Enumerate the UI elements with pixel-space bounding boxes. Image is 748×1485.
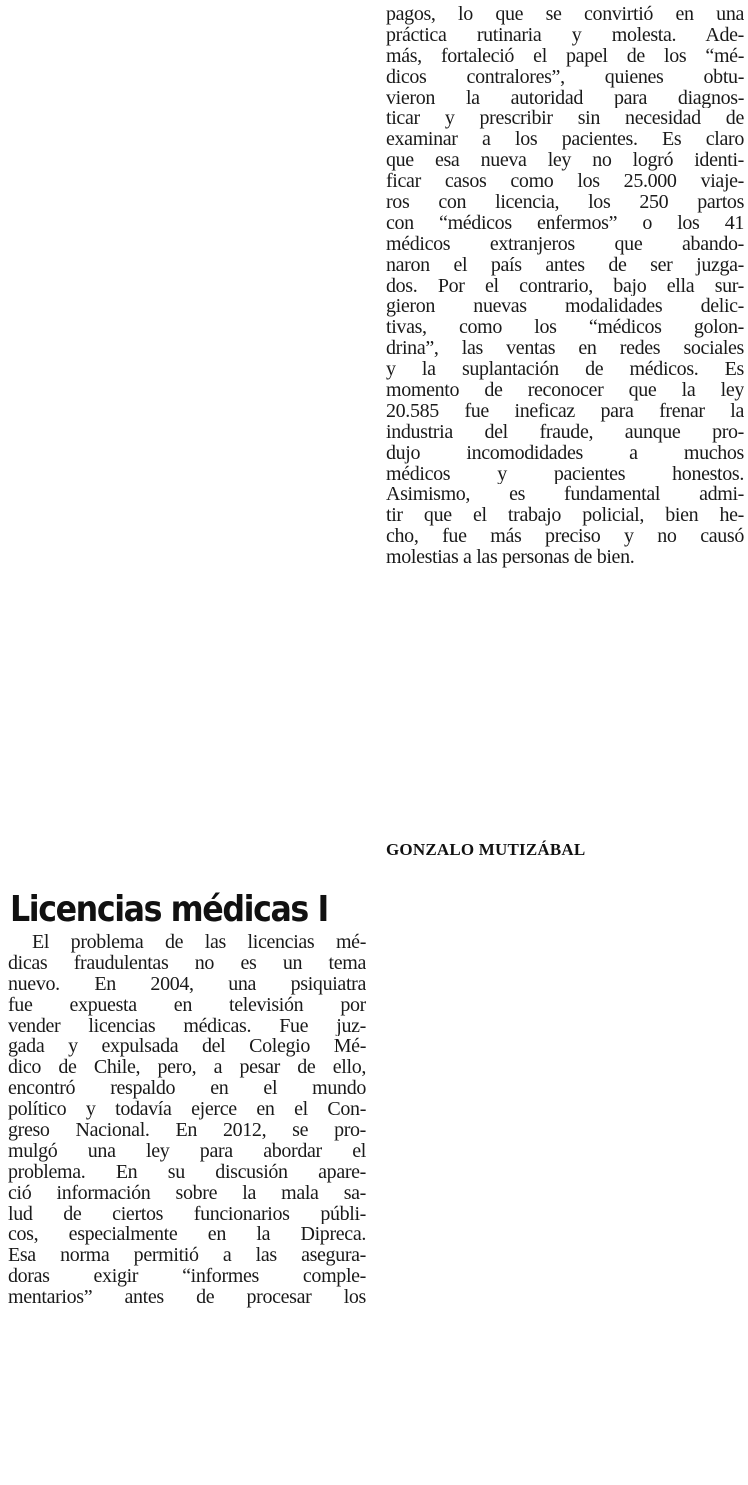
text-line: lud de ciertos funcionarios públi- [8,1203,366,1225]
text-line: dos. Por el contrario, bajo ella sur- [386,275,744,297]
headline: Licencias médicas I [10,889,328,930]
text-line: que esa nueva ley no logró identi- [386,150,744,172]
text-line: ticar y prescribir sin necesidad de [386,108,744,130]
text-line: gieron nuevas modalidades delic- [386,296,744,318]
text-line: ros con licencia, los 250 partos [386,192,744,213]
text-line: drina”, las ventas en redes sociales [386,338,744,360]
text-line: dicos contralores”, quienes obtu- [386,66,744,88]
text-line: cos, especialmente en la Dipreca. [8,1224,366,1246]
text-line: tivas, como los “médicos golon- [386,317,744,339]
text-line: dicas fraudulentas no es un tema [8,952,366,974]
text-line: político y todavía ejerce en el Con- [8,1099,366,1121]
text-line: Asimismo, es fundamental admi- [386,484,744,506]
text-line: naron el país antes de ser juzga- [386,254,744,276]
text-line: ció información sobre la mala sa- [8,1182,366,1204]
text-line: molestias a las personas de bien. [386,547,635,569]
text-line: mulgó una ley para abordar el [8,1140,366,1162]
text-line: nuevo. En 2004, una psiquiatra [8,973,366,995]
text-line: dujo incomodidades a muchos [386,442,744,464]
text-line: cho, fue más preciso y no causó [386,526,744,548]
text-line: dico de Chile, pero, a pesar de ello, [8,1057,366,1079]
text-line: mentarios” antes de procesar los [8,1287,366,1309]
text-line: greso Nacional. En 2012, se pro- [8,1120,366,1141]
article-continuation [386,4,744,568]
text-line: Esa norma permitió a las asegura- [8,1245,366,1267]
text-line: con “médicos enfermos” o los 41 [386,212,744,234]
text-line: vender licencias médicas. Fue juz- [8,1015,366,1037]
text-line: momento de reconocer que la ley [386,380,744,401]
text-line: tir que el trabajo policial, bien he- [386,505,744,527]
text-line: industria del fraude, aunque pro- [386,421,744,443]
text-line: gada y expulsada del Colegio Mé- [8,1036,366,1058]
text-line: más, fortaleció el papel de los “mé- [386,45,744,67]
text-line: encontró respaldo en el mundo [8,1078,366,1100]
text-line: vieron la autoridad para diagnos- [386,87,744,109]
text-line: médicos y pacientes honestos. [386,463,744,485]
text-line: ficar casos como los 25.000 viaje- [386,171,744,193]
text-line: doras exigir “informes comple- [8,1266,366,1288]
text-line: médicos extranjeros que abando- [386,233,744,255]
text-line: 20.585 fue ineficaz para frenar la [386,400,744,422]
text-line: fue expuesta en televisión por [8,994,366,1016]
article-start [8,888,366,1308]
text-line: El problema de las licencias mé- [32,932,366,953]
text-line: pagos, lo que se convirtió en una [386,4,744,25]
author-signature: GONZALO MUTIZÁBAL [386,840,586,859]
text-line: examinar a los pacientes. Es claro [386,129,744,151]
text-line: y la suplantación de médicos. Es [386,359,744,381]
text-line: problema. En su discusión apare- [8,1161,366,1183]
text-line: práctica rutinaria y molesta. Ade- [386,24,744,46]
